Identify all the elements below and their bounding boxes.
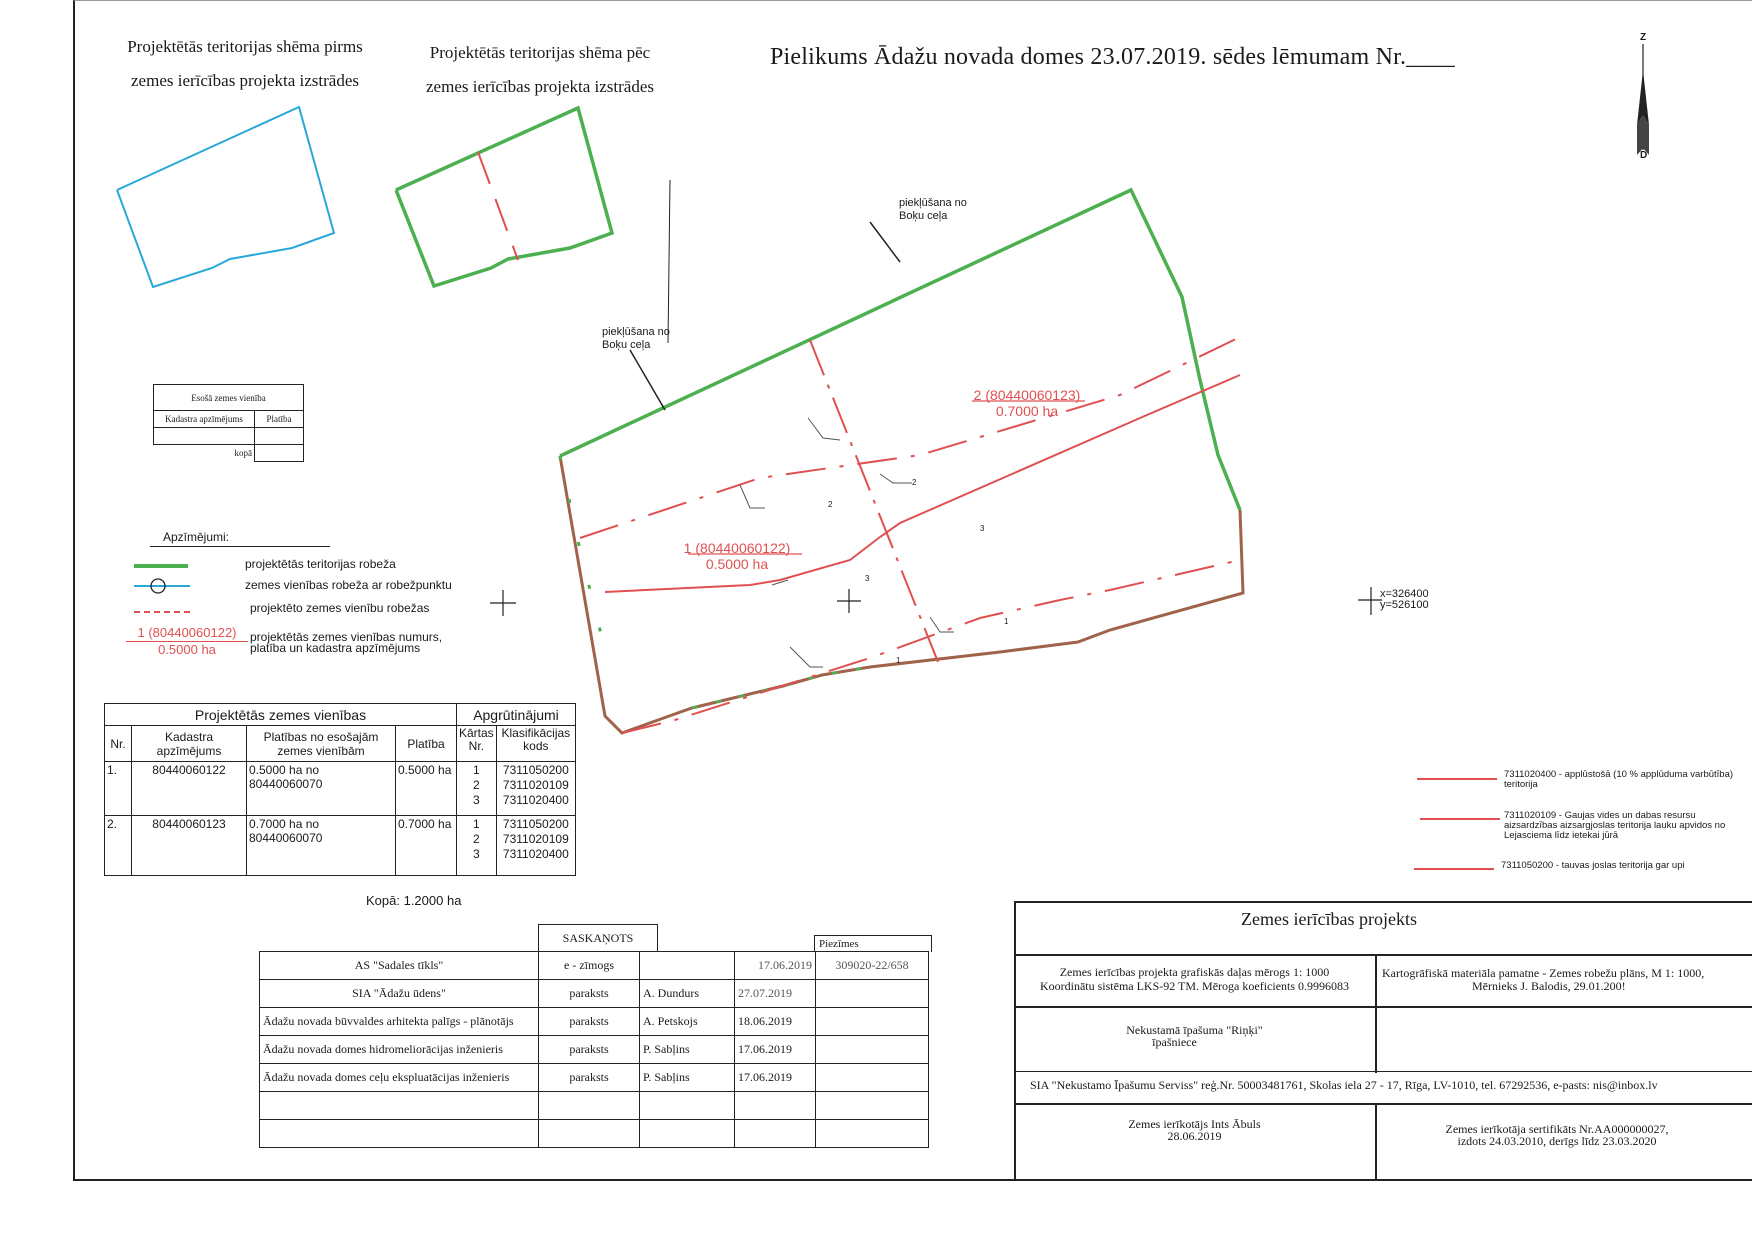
row-codes (496, 762, 575, 816)
legend-item-4: projektētās zemes vienības numurs, platība un kadastra apzīmējums (250, 630, 443, 655)
table-row (105, 816, 576, 876)
parcel-2-label (962, 387, 1092, 419)
scale-line1: Zemes ierīcības projekta grafiskās daļas mērogs 1: 1000 (1059, 965, 1330, 979)
approval-note (816, 1092, 929, 1120)
approval-date: 17.06.2019 (735, 1064, 816, 1092)
approval-date: 27.07.2019 (735, 980, 816, 1008)
approval-org: Ādažu novada būvvaldes arhitekta palīgs - plānotājs (260, 1008, 539, 1036)
project-boundary-brown (560, 456, 1243, 733)
approval-type: paraksts (539, 1064, 640, 1092)
row-codes (496, 816, 575, 876)
approval-type (539, 1092, 640, 1120)
table-row (260, 1120, 929, 1148)
approval-name: P. Sabļins (640, 1036, 735, 1064)
approval-table (259, 951, 929, 1148)
table-row (260, 1008, 929, 1036)
row-from: 0.5000 ha no 80440060070 (247, 762, 396, 816)
approval-type (539, 1120, 640, 1148)
approval-note (816, 1036, 929, 1064)
main-map (540, 180, 1260, 760)
parcels-table-header: Projektētās zemes vienības (105, 704, 457, 726)
grid-cross-mark (490, 590, 516, 616)
approval-org (260, 1092, 539, 1120)
legend-sample-label (126, 625, 248, 658)
approval-note (816, 1008, 929, 1036)
approval-org (260, 1120, 539, 1148)
scheme-after-line2: zemes ierīcības projekta izstrādes (426, 77, 654, 96)
table-row (260, 1036, 929, 1064)
table-row (260, 952, 929, 980)
coordinate-y: y=526100 (1380, 599, 1429, 611)
coordinate-cross-mark (1358, 587, 1382, 615)
order-value: 1 (473, 763, 480, 777)
encumbrance-number: 2 (828, 500, 833, 509)
coordinate-label (1380, 589, 1429, 611)
encumbrance-legend-line (1417, 778, 1497, 780)
title-block (1014, 901, 1752, 1181)
access-label-2-line1: piekļūšana no (899, 197, 967, 209)
scheme-before-line1: Projektētās teritorijas shēma pirms (127, 37, 363, 56)
scheme-after-line1: Projektētās teritorijas shēma pēc (429, 43, 651, 62)
approval-org: Ādažu novada domes ceļu ekspluatācijas inženieris (260, 1064, 539, 1092)
row-area: 0.7000 ha (396, 816, 457, 876)
row-orders (457, 762, 497, 816)
row-nr: 1. (105, 762, 132, 816)
access-label-1-line1: piekļūšana no (602, 326, 670, 338)
existing-table-col2: Platība (255, 411, 304, 428)
approval-date (735, 1120, 816, 1148)
approval-note (816, 980, 929, 1008)
approval-date: 17.06.2019 (735, 1036, 816, 1064)
approval-type: paraksts (539, 1036, 640, 1064)
north-arrow-icon (1628, 30, 1658, 165)
table-row (260, 1092, 929, 1120)
encumbrance-number: 3 (865, 574, 870, 583)
row-cadastre: 80440060122 (132, 762, 247, 816)
col-area: Platība (396, 726, 457, 762)
title-block-company: SIA "Nekustamo Īpašumu Serviss" reģ.Nr. 50003481761, Skolas iela 27 - 17, Rīga, LV-1010, tel. 67292536, e-pasts: nis@inbox.lv (1030, 1078, 1658, 1092)
approval-name (640, 1092, 735, 1120)
approval-type: paraksts (539, 980, 640, 1008)
existing-table-cell (255, 428, 304, 445)
property-line1: Nekustamā īpašuma "Riņķi" (1126, 1023, 1263, 1037)
base-line1: Kartogrāfiskā materiāla pamatne - Zemes robežu plāns, M 1: 1000, (1382, 966, 1705, 980)
encumbrance-number: 2 (912, 478, 917, 487)
code-value: 7311020400 (502, 793, 569, 807)
title-block-vline (1375, 954, 1377, 1073)
parcels-total: Kopā: 1.2000 ha (366, 893, 462, 908)
row-cadastre: 80440060123 (132, 816, 247, 876)
encumbrance-legend-2: 7311020109 - Gaujas vides un dabas resursu aizsardzības aizsargjoslas teritorija lauku apvidos no Lejasciema līdz ietekai jūrā (1504, 810, 1726, 841)
title-block-divider (1016, 1071, 1752, 1072)
approval-date: 17.06.2019 (735, 952, 816, 980)
code-value: 7311050200 (502, 763, 569, 777)
parcel-1-number: 1 (80440060122) (683, 540, 791, 556)
approval-notes-header: Piezīmes (814, 935, 932, 952)
title-block-cert (1377, 1123, 1737, 1147)
col-code: Klasifikācijas kods (496, 726, 575, 762)
approval-org: Ādažu novada domes hidromeliorācijas inženieris (260, 1036, 539, 1064)
existing-table-total-cell (255, 445, 304, 462)
col-from: Platības no esošajām zemes vienībām (247, 726, 396, 762)
code-value: 7311050200 (502, 817, 569, 831)
encumbrance-legend-3: 7311050200 - tauvas joslas teritorija gar upi (1501, 860, 1685, 871)
row-orders (457, 816, 497, 876)
order-value: 2 (473, 832, 480, 846)
approval-type: e - zīmogs (539, 952, 640, 980)
access-label-2 (899, 197, 967, 223)
order-value: 1 (473, 817, 480, 831)
title-block-divider (1016, 1103, 1752, 1105)
encumbrance-number: 1 (1004, 617, 1009, 626)
base-line2: Mērnieks J. Balodis, 29.01.200! (1472, 979, 1626, 993)
encumbrance-number: 1 (896, 656, 901, 665)
existing-table-cell (154, 428, 255, 445)
title-block-scale (1016, 965, 1373, 993)
existing-parcel-table (153, 384, 304, 462)
table-row (260, 1064, 929, 1092)
title-block-surveyor (1016, 1118, 1373, 1142)
parcel-2-area: 0.7000 ha (995, 403, 1059, 419)
row-area: 0.5000 ha (396, 762, 457, 816)
encumbrance-legend-1: 7311020400 - applūstošā (10 % applūduma varbūtība) teritorija (1504, 769, 1734, 790)
access-label-2-line2: Boķu ceļa (899, 210, 948, 222)
code-value: 7311020109 (502, 832, 569, 846)
table-row (260, 980, 929, 1008)
access-label-1 (602, 326, 670, 352)
surveyor-line2: 28.06.2019 (1167, 1129, 1222, 1143)
legend-red-dash (134, 611, 190, 613)
row-from: 0.7000 ha no 80440060070 (247, 816, 396, 876)
parcel-1-area: 0.5000 ha (705, 556, 769, 572)
scheme-before-line2: zemes ierīcības projekta izstrādes (131, 71, 359, 90)
approval-type: paraksts (539, 1008, 640, 1036)
encumbrance-legend-line (1420, 818, 1500, 820)
approval-name: A. Petskojs (640, 1008, 735, 1036)
code-value: 7311020109 (502, 778, 569, 792)
approval-name (640, 952, 735, 980)
order-value: 2 (473, 778, 480, 792)
col-order: Kārtas Nr. (457, 726, 497, 762)
legend-title-underline (150, 546, 330, 547)
existing-table-total: kopā (154, 445, 255, 462)
approval-name: P. Sabļins (640, 1064, 735, 1092)
order-value: 3 (473, 793, 480, 807)
legend-sample-area: 0.5000 ha (158, 642, 216, 657)
title-block-property (1016, 1024, 1373, 1048)
legend-item-2: zemes vienības robeža ar robežpunktu (245, 578, 452, 592)
title-block-base (1382, 967, 1752, 993)
approval-date (735, 1092, 816, 1120)
parcels-table (104, 703, 576, 876)
south-label: D (1640, 150, 1648, 161)
title-block-divider (1016, 954, 1752, 956)
encumbrances-header: Apgrūtinājumi (457, 704, 576, 726)
parcel-2-number: 2 (80440060123) (973, 387, 1081, 403)
approval-note (816, 1120, 929, 1148)
legend-item-3: projektēto zemes vienību robežas (250, 601, 430, 615)
surveyor-line1: Zemes ierīkotājs Ints Ābuls (1128, 1117, 1261, 1131)
encumbrance-number: 3 (980, 524, 985, 533)
legend-sample-number: 1 (80440060122) (126, 625, 248, 642)
scheme-before-title (100, 30, 390, 98)
north-label: Z (1640, 32, 1647, 43)
page-title: Pielikums Ādažu novada domes 23.07.2019. sēdes lēmumam Nr.____ (770, 44, 1455, 70)
approval-date: 18.06.2019 (735, 1008, 816, 1036)
legend-green-line (134, 564, 188, 568)
scheme-after-title (395, 36, 685, 104)
col-cadastre: Kadastra apzīmējums (132, 726, 247, 762)
col-nr: Nr. (105, 726, 132, 762)
approval-header: SASKAŅOTS (538, 924, 658, 951)
table-row (105, 762, 576, 816)
property-line2: īpašniece (1152, 1035, 1197, 1049)
access-label-1-line2: Boķu ceļa (602, 339, 651, 351)
encumbrance-legend-line (1414, 868, 1494, 870)
existing-table-col1: Kadastra apzīmējums (154, 411, 255, 428)
row-nr: 2. (105, 816, 132, 876)
approval-note: 309020-22/658 (816, 952, 929, 980)
scheme-before-diagram (100, 95, 350, 295)
legend-item-1: projektētās teritorijas robeža (245, 557, 396, 571)
code-value: 7311020400 (502, 847, 569, 861)
order-value: 3 (473, 847, 480, 861)
existing-table-title: Esošā zemes vienība (154, 385, 304, 411)
approval-name: A. Dundurs (640, 980, 735, 1008)
parcel-1-label (672, 540, 802, 572)
approval-org: SIA "Ādažu ūdens" (260, 980, 539, 1008)
coordinate-x: x=326400 (1380, 588, 1429, 600)
legend-boundary-point-icon (134, 576, 194, 596)
cert-line2: izdots 24.03.2010, derīgs līdz 23.03.2020 (1457, 1134, 1657, 1148)
scale-line2: Koordinātu sistēma LKS-92 TM. Mēroga koeficients 0.9996083 (1039, 979, 1350, 993)
approval-name (640, 1120, 735, 1148)
title-block-title: Zemes ierīcības projekts (1241, 909, 1417, 929)
cert-line1: Zemes ierīkotāja sertifikāts Nr.AA000000027, (1445, 1122, 1669, 1136)
approval-org: AS "Sadales tīkls" (260, 952, 539, 980)
title-block-divider (1016, 1006, 1752, 1008)
approval-note (816, 1064, 929, 1092)
legend-title: Apzīmējumi: (163, 530, 230, 544)
